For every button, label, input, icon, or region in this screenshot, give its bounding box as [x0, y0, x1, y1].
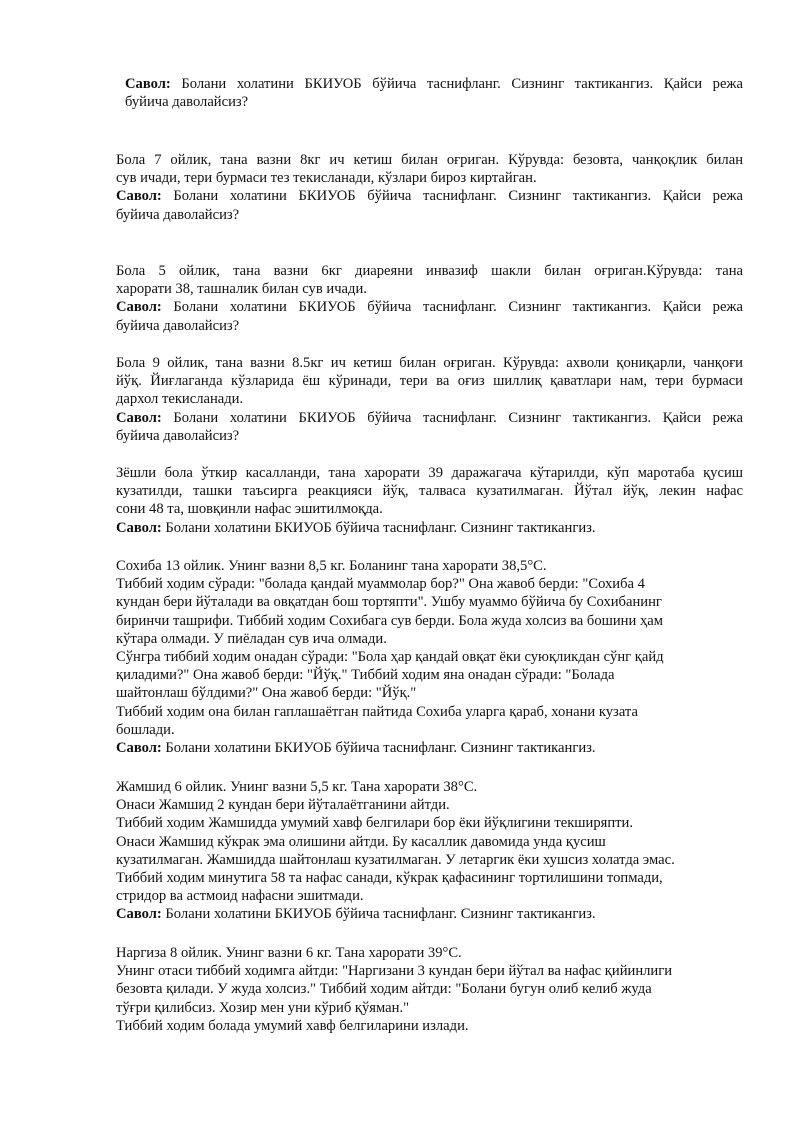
- text-line: қиладими?" Она жавоб берди: "Йўқ." Тиббий ходим яна онадан сўради: "Болада: [116, 667, 615, 684]
- question-line: [116, 298, 743, 316]
- text-line: безовта қилади. У жуда холсиз." Тиббий ходим айтди: "Болани бугун олиб келиб жуда: [116, 981, 652, 998]
- text-line: буйича даволайсиз?: [116, 317, 240, 334]
- text-line: Тиббий ходим она билан гаплашаётган пайтида Сохиба уларга қараб, хонани кузата: [116, 703, 638, 720]
- text-line: Онаси Жамшид кўкрак эма олишини айтди. Бу касаллик давомида унда қусиш: [116, 833, 606, 850]
- question-line: [125, 75, 743, 93]
- text-line: буйича даволайсиз?: [125, 94, 249, 111]
- question-line: [116, 519, 743, 537]
- case-block-3: [116, 262, 743, 335]
- case-block-6: [116, 557, 743, 757]
- question-text: Болани холатини БКИУОБ бўйича таснифланг. Сизнинг тактикангиз. Қайси режа: [161, 188, 743, 205]
- text-line: Жамшид 6 ойлик. Унинг вазни 5,5 кг. Тана харорати 38°С.: [116, 779, 478, 795]
- text-line: буйича даволайсиз?: [116, 427, 240, 444]
- question-line: [116, 739, 743, 757]
- text-line: Бола 9 ойлик, тана вазни 8.5кг ич кетиш билан оғриган. Кўрувда: ахволи қониқарли, чанқоғи: [116, 355, 743, 371]
- text-line: сув ичади, тери бурмаси тез текисланади, кўзлари бироз киртайган.: [116, 170, 537, 187]
- text-line: сони 48 та, шовқинли нафас эшитилмоқда.: [116, 501, 383, 518]
- text-line: буйича даволайсиз?: [116, 206, 240, 223]
- text-line: Бола 5 ойлик, тана вазни 6кг диареяни инвазиф шакли билан оғриган.Кўрувда: тана: [116, 263, 743, 279]
- question-label: Савол:: [116, 299, 162, 316]
- question-text: Болани холатини БКИУОБ бўйича таснифланг. Сизнинг тактикангиз. Қайси режа: [170, 76, 743, 92]
- case-block-7: [116, 778, 743, 924]
- text-line: дархол текисланади.: [116, 391, 244, 408]
- question-line: [116, 409, 743, 427]
- text-line: Унинг отаси тиббий ходимга айтди: "Наргизани 3 кундан бери йўтал ва нафас қийинлиги: [116, 963, 673, 980]
- text-line: шайтонлаш бўлдими?" Она жавоб берди: "Йўқ.": [116, 685, 417, 702]
- text-line: Зёшли бола ўткир касалланди, тана харорати 39 даражагача кўтарилди, кўп маротаба қусиш: [116, 465, 743, 481]
- case-block-1: [125, 75, 743, 111]
- text-line: Сохиба 13 ойлик. Унинг вазни 8,5 кг. Боланинг тана харорати 38,5°С.: [116, 558, 547, 574]
- question-text: Болани холатини БКИУОБ бўйича таснифланг. Сизнинг тактикангиз. Қайси режа: [161, 409, 743, 426]
- text-line: Онаси Жамшид 2 кундан бери йўталаётганини айтди.: [116, 797, 450, 814]
- question-label: Савол:: [116, 740, 162, 757]
- question-label: Савол:: [116, 519, 162, 536]
- text-line: биринчи ташрифи. Тиббий ходим Сохибага сув берди. Бола жуда холсиз ва бошини ҳам: [116, 612, 663, 629]
- text-line: кузатилмаган. Жамшидда шайтонлаш кузатилмаган. У летаргик ёки хушсиз холатда эмас.: [116, 851, 675, 868]
- question-text: Болани холатини БКИУОБ бўйича таснифланг. Сизнинг тактикангиз.: [161, 740, 596, 757]
- text-line: Сўнгра тиббий ходим онадан сўради: "Бола ҳар қандай овқат ёки суюқликдан сўнг қайд: [116, 649, 664, 666]
- text-line: кузатилди, ташки таъсирга реакцияси йўқ, талваса кузатилмаган. Йўтал йўқ, лекин нафас: [116, 483, 743, 500]
- question-label: Савол:: [116, 906, 162, 923]
- text-line: Тиббий ходим сўради: "болада қандай муаммолар бор?" Она жавоб берди: "Сохиба 4: [116, 576, 645, 593]
- text-line: Наргиза 8 ойлик. Унинг вазни 6 кг. Тана харорати 39°С.: [116, 945, 462, 961]
- question-label: Савол:: [116, 188, 162, 205]
- question-line: [116, 187, 743, 205]
- case-block-5: [116, 464, 743, 537]
- text-line: Тиббий ходим Жамшидда умумий хавф белгилари бор ёки йўқлигини текширяпти.: [116, 815, 633, 832]
- text-line: Тиббий ходим минутига 58 та нафас санади, кўкрак қафасининг тортилишини топмади,: [116, 870, 663, 887]
- question-text: Болани холатини БКИУОБ бўйича таснифланг. Сизнинг тактикангиз.: [161, 906, 596, 923]
- question-text: Болани холатини БКИУОБ бўйича таснифланг. Сизнинг тактикангиз.: [161, 519, 596, 536]
- question-line: [116, 905, 743, 923]
- case-block-2: [116, 151, 743, 224]
- text-line: Бола 7 ойлик, тана вазни 8кг ич кетиш билан оғриган. Кўрувда: безовта, чанқоқлик билан: [116, 152, 743, 168]
- text-line: харорати 38, ташналик билан сув ичади.: [116, 281, 367, 298]
- text-line: кўтара олмади. У пиёладан сув ича олмади.: [116, 630, 387, 647]
- question-label: Савол:: [125, 76, 171, 92]
- case-block-8: [116, 944, 743, 1035]
- text-line: стридор ва астмоид нафасни эшитмади.: [116, 888, 364, 905]
- text-line: кундан бери йўталади ва овқатдан бош тортяпти". Ушбу муаммо бўйича бу Сохибанинг: [116, 594, 662, 611]
- case-block-4: [116, 354, 743, 445]
- text-line: йўқ. Йиғлаганда кўзларида ёш кўринади, тери ва оғиз шиллиқ қаватлари нам, тери бурмаси: [116, 373, 743, 390]
- text-line: бошлади.: [116, 721, 175, 738]
- question-label: Савол:: [116, 409, 162, 426]
- text-line: Тиббий ходим болада умумий хавф белгиларини излади.: [116, 1017, 469, 1034]
- question-text: Болани холатини БКИУОБ бўйича таснифланг. Сизнинг тактикангиз. Қайси режа: [161, 299, 743, 316]
- text-line: тўғри қилибсиз. Хозир мен уни кўриб қўяман.": [116, 999, 410, 1016]
